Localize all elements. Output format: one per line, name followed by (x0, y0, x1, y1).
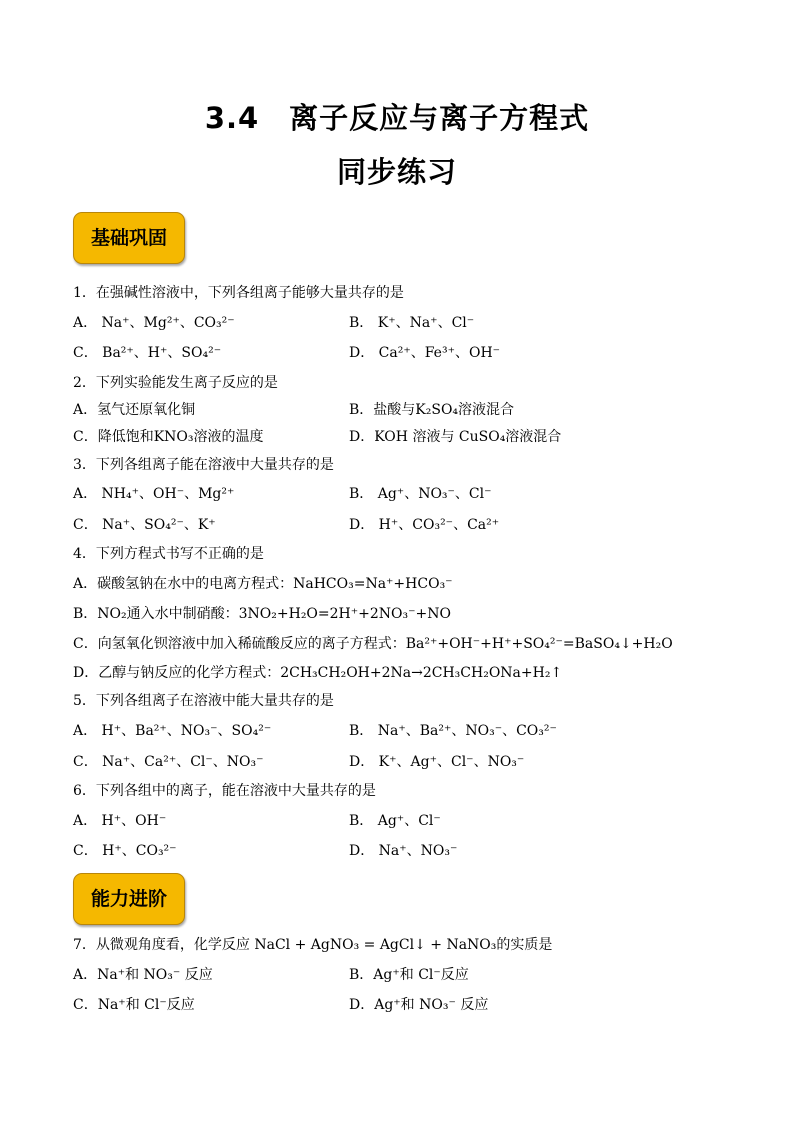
page-subtitle: 同步练习 (336, 155, 457, 189)
question-7-option-d: D．Ag⁺和 NO₃⁻ 反应 (349, 997, 489, 1013)
question-4-option-d: D．乙醇与钠反应的化学方程式：2CH₃CH₂OH+2Na→2CH₃CH₂ONa+H₂↑ (73, 665, 563, 681)
question-3-option-d: D． H⁺、CO₃²⁻、Ca²⁺ (349, 517, 500, 533)
question-5-option-c: C． Na⁺、Ca²⁺、Cl⁻、NO₃⁻ (73, 754, 264, 770)
question-6-option-d: D． Na⁺、NO₃⁻ (349, 843, 458, 859)
question-2-option-a: A．氢气还原氧化铜 (73, 402, 196, 418)
question-3-option-b: B． Ag⁺、NO₃⁻、Cl⁻ (349, 486, 492, 502)
question-2-stem: 2．下列实验能发生离子反应的是 (73, 375, 278, 391)
question-4-stem: 4．下列方程式书写不正确的是 (73, 546, 264, 562)
question-1-option-b: B． K⁺、Na⁺、Cl⁻ (349, 315, 475, 331)
question-2-option-d: D．KOH 溶液与 CuSO₄溶液混合 (349, 429, 562, 445)
section-badge-advanced: 能力进阶 (73, 873, 185, 925)
question-2-option-c: C．降低饱和KNO₃溶液的温度 (73, 429, 264, 445)
question-3-option-c: C． Na⁺、SO₄²⁻、K⁺ (73, 517, 216, 533)
question-5-option-a: A． H⁺、Ba²⁺、NO₃⁻、SO₄²⁻ (73, 723, 272, 739)
question-1-option-c: C． Ba²⁺、H⁺、SO₄²⁻ (73, 345, 222, 361)
question-3-option-a: A． NH₄⁺、OH⁻、Mg²⁺ (73, 486, 235, 502)
question-7-stem: 7．从微观角度看，化学反应 NaCl + AgNO₃ = AgCl↓ + NaNO₃的实质是 (73, 937, 553, 953)
question-6-option-b: B． Ag⁺、Cl⁻ (349, 813, 441, 829)
question-7-option-b: B．Ag⁺和 Cl⁻反应 (349, 967, 469, 983)
question-5-option-b: B． Na⁺、Ba²⁺、NO₃⁻、CO₃²⁻ (349, 723, 557, 739)
question-1-stem: 1．在强碱性溶液中，下列各组离子能够大量共存的是 (73, 285, 404, 301)
question-6-option-a: A． H⁺、OH⁻ (73, 813, 167, 829)
question-4-option-b: B．NO₂通入水中制硝酸：3NO₂+H₂O=2H⁺+2NO₃⁻+NO (73, 606, 451, 622)
question-5-option-d: D． K⁺、Ag⁺、Cl⁻、NO₃⁻ (349, 754, 525, 770)
question-7-option-c: C．Na⁺和 Cl⁻反应 (73, 997, 195, 1013)
question-1-option-a: A． Na⁺、Mg²⁺、CO₃²⁻ (73, 315, 235, 331)
question-2-option-b: B．盐酸与K₂SO₄溶液混合 (349, 402, 515, 418)
question-3-stem: 3．下列各组离子能在溶液中大量共存的是 (73, 457, 334, 473)
question-4-option-a: A．碳酸氢钠在水中的电离方程式：NaHCO₃=Na⁺+HCO₃⁻ (73, 576, 453, 592)
question-5-stem: 5．下列各组离子在溶液中能大量共存的是 (73, 693, 334, 709)
question-6-stem: 6．下列各组中的离子，能在溶液中大量共存的是 (73, 783, 376, 799)
question-1-option-d: D． Ca²⁺、Fe³⁺、OH⁻ (349, 345, 501, 361)
question-4-option-c: C．向氢氧化钡溶液中加入稀硫酸反应的离子方程式：Ba²⁺+OH⁻+H⁺+SO₄²⁻=BaSO₄↓+H₂O (73, 636, 673, 652)
question-6-option-c: C． H⁺、CO₃²⁻ (73, 843, 177, 859)
question-7-option-a: A．Na⁺和 NO₃⁻ 反应 (73, 967, 213, 983)
page-title: 3.4 离子反应与离子方程式 (204, 101, 590, 135)
section-badge-basic: 基础巩固 (73, 212, 185, 264)
